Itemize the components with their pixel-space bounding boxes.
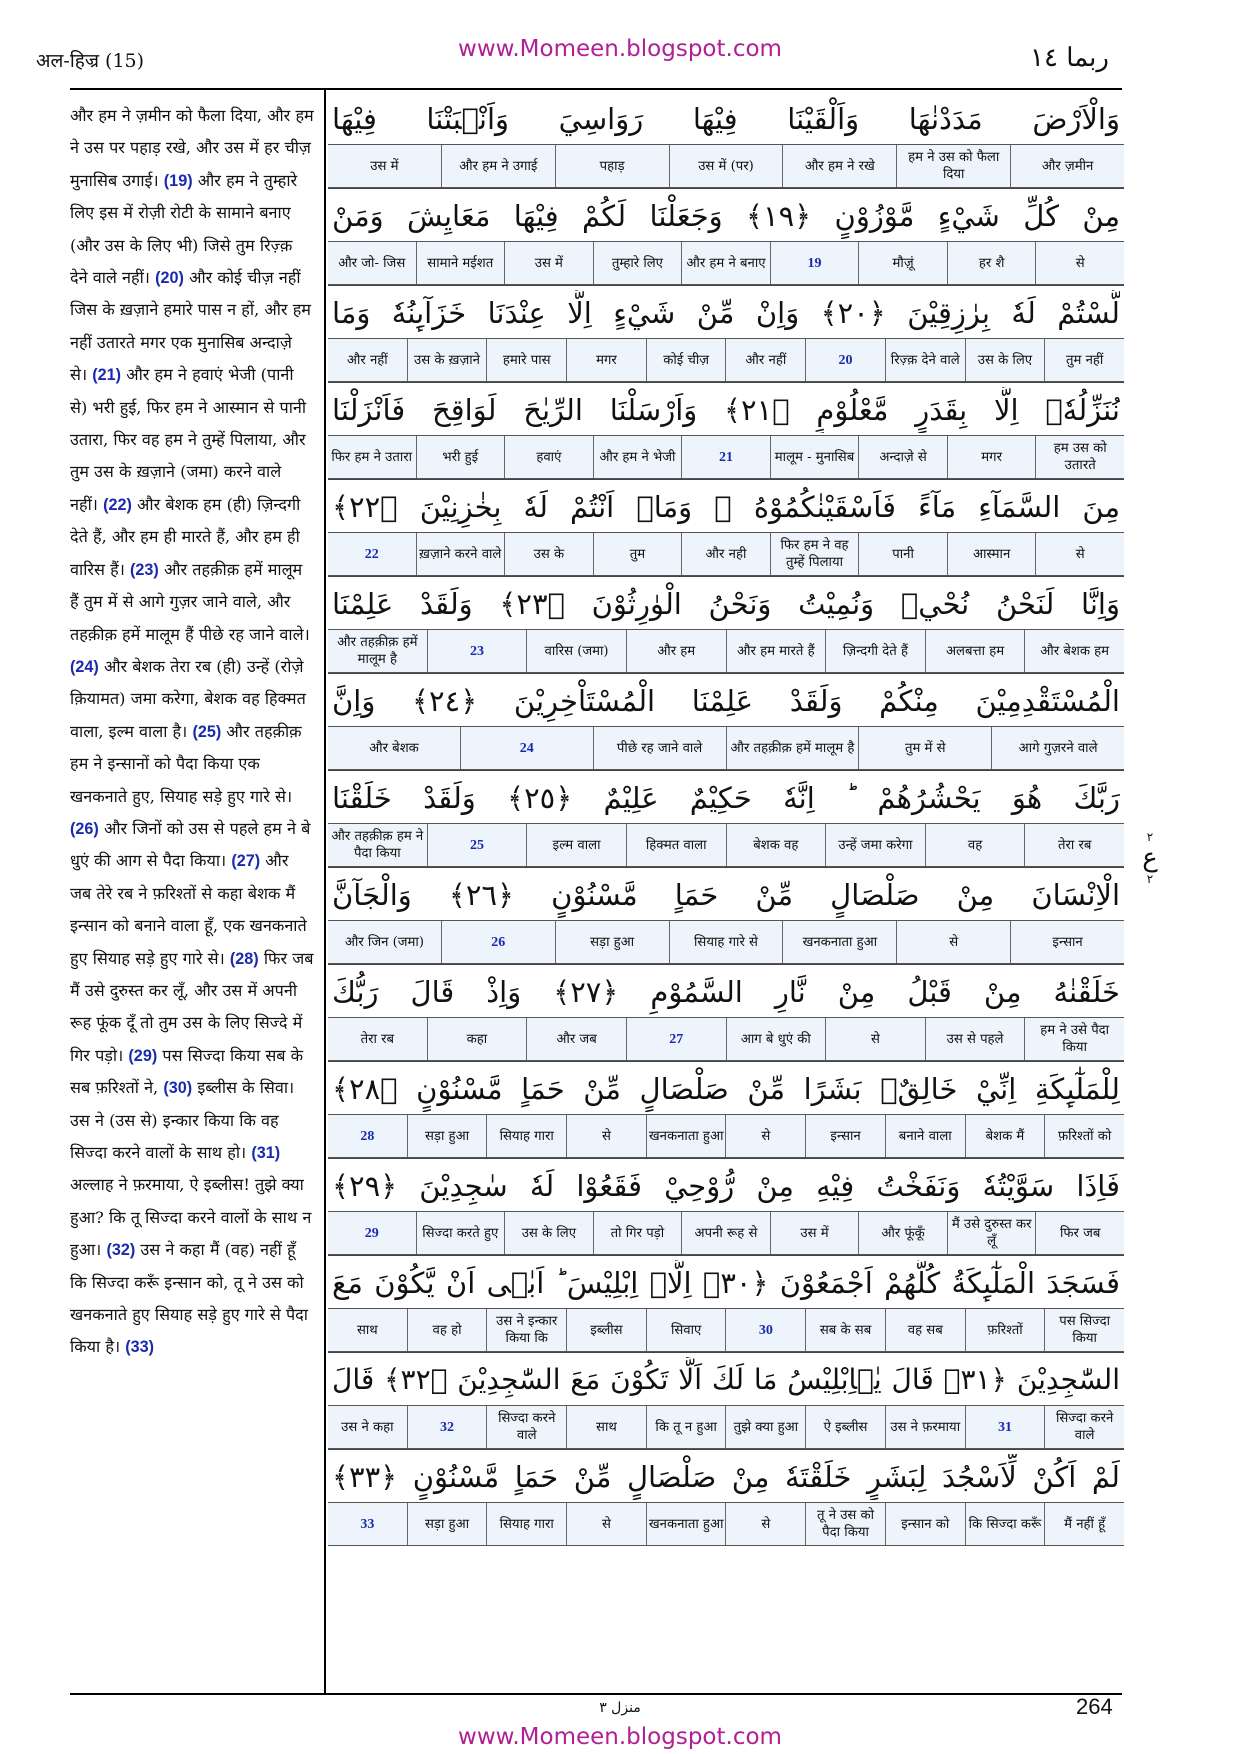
arabic-line: مِنْ كُلِّ شَيْءٍ مَّوْزُوْنٍ ﴿١٩﴾ وَجَعَلْنَا لَكُمْ فِيْهَا مَعَايِشَ وَمَنْ [332, 199, 1120, 233]
word-meaning-cell: सामाने मईशत [416, 242, 505, 284]
verse-number: (28) [229, 949, 259, 968]
word-meaning-cell: तेरा रब [360, 1031, 395, 1047]
verse-number-cell: 25 [427, 824, 527, 866]
word-meaning-cell: मौज़ूं [858, 242, 947, 284]
arabic-line: وَاِنَّا لَنَحْنُ نُحْيٖ وَنُمِيْتُ وَنَحْنُ الْوٰرِثُوْنَ ﴿٢٣﴾ وَلَقَدْ عَلِمْنَا [332, 587, 1120, 621]
verse-number: (32) [106, 1241, 136, 1260]
verse-number-cell: 28 [360, 1128, 375, 1144]
word-meaning-cell: ख़ज़ाने करने वाले [416, 533, 505, 575]
juz-title: ربما ١٤ [1030, 43, 1109, 73]
word-meaning-cell: सड़ा हुआ [407, 1115, 487, 1157]
translation-text: और जिनों को उस से पहले हम ने बे धुएं की आग से पैदा किया। [70, 818, 311, 871]
word-meaning-cell: खनकनाता हुआ [646, 1503, 726, 1545]
word-meaning-cell: और तहक़ीक़ हम ने पैदा किया [331, 829, 424, 861]
verse-number: (25) [192, 722, 222, 741]
word-meaning-row [328, 823, 1124, 867]
arabic-line: مِنَ السَّمَآءِ مَآءً فَاَسْقَيْنٰكُمُوْهُ ۚ وَمَاۤ اَنْتُمْ لَهٗ بِخٰزِنِيْنَ ﴿٢٢﴾ [332, 490, 1120, 524]
verse-number: (31) [251, 1144, 281, 1162]
verse-block [328, 771, 1124, 868]
word-meaning-cell: और जो- जिस [338, 255, 406, 271]
word-meaning-cell: अपनी रूह से [681, 1212, 770, 1254]
ruku-number-top: ٢ [1146, 830, 1154, 844]
word-meaning-cell: साथ [566, 1406, 646, 1448]
arabic-line: السّٰجِدِيْنَ ﴿٣١﴾ قَالَ يٰۤاِبْلِيْسُ مَا لَكَ اَلَّا تَكُوْنَ مَعَ السّٰجِدِيْنَ ﴿٣٢﴾ قَالَ [332, 1363, 1120, 1396]
word-meaning-cell: उन्हें जमा करेगा [825, 824, 925, 866]
page-number: 264 [1076, 1694, 1113, 1719]
word-meaning-cell: उस से पहले [925, 1018, 1025, 1060]
quran-word-grid [328, 92, 1124, 1546]
verse-number-cell: 31 [965, 1406, 1045, 1448]
word-meaning-cell: तुझे क्या हुआ [725, 1406, 805, 1448]
word-meaning-cell: मैं उसे दुरुस्त कर लूँ [947, 1212, 1036, 1254]
word-meaning-cell: उस के लिए [965, 339, 1045, 381]
word-meaning-cell: बेशक मैं [965, 1115, 1045, 1157]
arabic-line: لِلْمَلٰٓىِٕكَةِ اِنِّيْ خَالِقٌۢ بَشَرًا مِّنْ صَلْصَالٍ مِّنْ حَمَاٍ مَّسْنُوْنٍ ﴿٢٨﴾ [332, 1072, 1120, 1106]
word-meaning-cell: खनकनाता हुआ [782, 921, 896, 963]
word-meaning-cell: इन्सान को [885, 1503, 965, 1545]
translation-text: और हम ने ज़मीन को फैला दिया, और हम ने उस पर पहाड़ रखे, और उस में हर चीज़ मुनासिब उगाई। [70, 106, 314, 190]
translation-column [70, 100, 314, 1680]
word-meaning-cell: उस ने फ़रमाया [885, 1406, 965, 1448]
word-meaning-cell: इल्म वाला [526, 824, 626, 866]
word-meaning-cell: सियाह गारा [486, 1503, 566, 1545]
word-meaning-cell: खनकनाता हुआ [646, 1115, 726, 1157]
word-meaning-cell: और हम ने भेजी [593, 436, 682, 478]
word-meaning-cell: फ़रिश्तों को [1044, 1115, 1124, 1157]
verse-number: (29) [128, 1046, 158, 1065]
translation-text: और बेशक हम (ही) ज़िन्दगी देते हैं, और हम ही मारते हैं, और हम ही वारिस हैं। [70, 494, 301, 579]
word-meaning-cell: तुम [593, 533, 682, 575]
verse-number-cell: 29 [364, 1225, 379, 1241]
verse-block [328, 1450, 1124, 1546]
word-meaning-cell: और तहक़ीक़ हमें मालूम है [337, 635, 418, 667]
word-meaning-cell: उस में [370, 158, 399, 174]
word-meaning-cell: और हम [626, 630, 726, 672]
verse-block [328, 674, 1124, 771]
word-meaning-row [328, 1308, 1124, 1352]
word-meaning-row [328, 726, 1124, 770]
word-meaning-row [328, 241, 1124, 285]
translation-text: पस सिज्दा किया सब के सब फ़रिश्तों ने, [70, 1045, 304, 1098]
arabic-line: رَبَّكَ هُوَ يَحْشُرُهُمْ ؕ اِنَّهٗ حَكِيْمٌ عَلِيْمٌ ﴿٢٥﴾ وَلَقَدْ خَلَقْنَا [332, 781, 1120, 815]
verse-block [328, 965, 1124, 1062]
word-meaning-cell: हम ने उसे पैदा किया [1024, 1018, 1124, 1060]
word-meaning-cell: उस ने इन्कार किया कि [486, 1309, 566, 1351]
arabic-line: فَاِذَا سَوَّيْتُهٗ وَنَفَخْتُ فِيْهِ مِنْ رُّوْحِيْ فَقَعُوْا لَهٗ سٰجِدِيْنَ ﴿٢٩﴾ [332, 1169, 1120, 1203]
word-meaning-cell: ऐ इब्लीस [805, 1406, 885, 1448]
verse-block [328, 383, 1124, 480]
ruku-number-bottom: ٢ [1146, 872, 1154, 886]
verse-number-cell: 24 [460, 727, 593, 769]
verse-block [328, 1159, 1124, 1256]
word-meaning-row [328, 1114, 1124, 1158]
verse-number-cell: 26 [441, 921, 555, 963]
translation-text: और कोई चीज़ नहीं जिस के ख़ज़ाने हमारे पास न हों, और हम नहीं उतारते मगर एक मुनासिब अन्दाज़े से। [70, 268, 311, 385]
word-meaning-cell: इन्सान [1010, 921, 1124, 963]
word-meaning-cell: से [896, 921, 1010, 963]
word-meaning-row [328, 1017, 1124, 1061]
word-meaning-cell: तुम्हारे लिए [593, 242, 682, 284]
verse-block [328, 577, 1124, 674]
word-meaning-cell: पीछे रह जाने वाले [593, 727, 726, 769]
word-meaning-cell: वह हो [407, 1309, 487, 1351]
word-meaning-cell: से [1035, 533, 1124, 575]
translation-text: और हम ने हवाएं भेजी (पानी से) भरी हुई, फिर हम ने आस्मान से पानी उतारा, फिर वह हम ने तुम्हें पिलाया, और तुम उस के ख़ज़ाने (जमा) करने वाले नहीं। [70, 365, 307, 514]
arabic-line: الْمُسْتَقْدِمِيْنَ مِنْكُمْ وَلَقَدْ عَلِمْنَا الْمُسْتَاْخِرِيْنَ ﴿٢٤﴾ وَاِنَّ [332, 684, 1120, 718]
word-meaning-cell: सियाह गारा [486, 1115, 566, 1157]
verse-block [328, 480, 1124, 577]
word-meaning-row [328, 144, 1124, 188]
word-meaning-cell: तुम नहीं [1044, 339, 1124, 381]
verse-number-cell: 30 [725, 1309, 805, 1351]
verse-number: (27) [231, 852, 261, 871]
arabic-line: خَلَقْنٰهُ مِنْ قَبْلُ مِنْ نَّارِ السَّمُوْمِ ﴿٢٧﴾ وَاِذْ قَالَ رَبُّكَ [332, 975, 1120, 1009]
translation-text: फिर जब मैं उसे दुरुस्त कर लूँ, और उस में अपनी रूह फूंक दूँ तो तुम उस के लिए सिज्दे में गिर पड़ो। [70, 948, 314, 1065]
word-meaning-row [328, 435, 1124, 479]
word-meaning-cell: बनाने वाला [885, 1115, 965, 1157]
verse-number: (24) [70, 657, 99, 676]
word-meaning-cell: से [725, 1115, 805, 1157]
word-meaning-cell: फिर हम ने उतारा [331, 449, 413, 465]
word-meaning-cell: उस के ख़ज़ाने [407, 339, 487, 381]
word-meaning-cell: पानी [858, 533, 947, 575]
word-meaning-cell: बेशक वह [726, 824, 826, 866]
word-meaning-cell: कि तू न हुआ [646, 1406, 726, 1448]
translation-verse [70, 365, 306, 514]
word-meaning-row [328, 338, 1124, 382]
ruku-glyph: ع [1142, 843, 1158, 873]
verse-block [328, 189, 1124, 286]
word-meaning-cell: और बेशक हम [1024, 630, 1124, 672]
word-meaning-cell: सड़ा हुआ [407, 1503, 487, 1545]
word-meaning-cell: तेरा रब [1024, 824, 1124, 866]
word-meaning-cell: और बेशक [369, 740, 419, 756]
verse-number: (20) [155, 269, 184, 288]
word-meaning-cell: वारिस (जमा) [526, 630, 626, 672]
verse-number: (23) [129, 560, 159, 579]
word-meaning-cell: उस ने कहा [341, 1419, 394, 1435]
arabic-line: وَالْاَرْضَ مَدَدْنٰهَا وَاَلْقَيْنَا فِيْهَا رَوَاسِيَ وَاَنْۢبَتْنَا فِيْهَا [332, 102, 1120, 136]
word-meaning-cell: और तहक़ीक़ हमें मालूम है [726, 727, 859, 769]
translation-text: और तहक़ीक़ हमें मालूम हैं तुम में से आगे गुज़र जाने वाले, और तहक़ीक़ हमें मालूम हैं पीछे रह जाने वाले। [70, 559, 310, 644]
word-meaning-cell: कोई चीज़ [646, 339, 726, 381]
verse-block [328, 868, 1124, 965]
word-meaning-cell: उस में (पर) [669, 145, 783, 187]
word-meaning-cell: तुम में से [858, 727, 991, 769]
word-meaning-cell: आगे गुज़रने वाले [991, 727, 1124, 769]
website-header[interactable]: www.Momeen.blogspot.com [458, 36, 782, 62]
word-meaning-cell: फिर जब [1035, 1212, 1124, 1254]
word-meaning-cell: हर शै [947, 242, 1036, 284]
verse-number: (19) [163, 171, 193, 190]
word-meaning-cell: से [566, 1503, 646, 1545]
word-meaning-row [328, 1211, 1124, 1255]
verse-number: (21) [92, 366, 122, 385]
word-meaning-cell: अन्दाज़े से [858, 436, 947, 478]
verse-number-cell: 19 [770, 242, 859, 284]
word-meaning-cell: और ज़मीन [1010, 145, 1124, 187]
verse-number-cell: 23 [427, 630, 527, 672]
word-meaning-cell: इब्लीस [566, 1309, 646, 1351]
word-meaning-cell: अलबत्ता हम [925, 630, 1025, 672]
word-meaning-cell: सिज्दा करते हुए [416, 1212, 505, 1254]
word-meaning-cell: हिक्मत वाला [626, 824, 726, 866]
word-meaning-cell: साथ [356, 1322, 378, 1338]
word-meaning-cell: और नहीं [346, 352, 388, 368]
verse-number-cell: 27 [626, 1018, 726, 1060]
word-meaning-cell: उस में [504, 242, 593, 284]
word-meaning-cell: मगर [947, 436, 1036, 478]
word-meaning-cell: मालूम - मुनासिब [770, 436, 859, 478]
verse-number: (33) [125, 1338, 155, 1357]
word-meaning-cell: से [1035, 242, 1124, 284]
word-meaning-row [328, 1502, 1124, 1546]
word-meaning-cell: और जब [526, 1018, 626, 1060]
verse-number: (26) [70, 819, 99, 838]
verse-number: (30) [163, 1079, 193, 1098]
manzil-label: منزل ٣ [599, 1700, 641, 1716]
word-meaning-cell: पहाड़ [555, 145, 669, 187]
word-meaning-cell: हम ने उस को फैला दिया [896, 145, 1010, 187]
word-meaning-cell: तो गिर पड़ो [593, 1212, 682, 1254]
verse-number-cell: 21 [681, 436, 770, 478]
website-footer[interactable]: www.Momeen.blogspot.com [458, 1724, 782, 1750]
word-meaning-cell: और हम ने बनाए [681, 242, 770, 284]
word-meaning-cell: सब के सब [805, 1309, 885, 1351]
ruku-marker [1135, 830, 1165, 886]
translation-text: और जब तेरे रब ने फ़रिश्तों से कहा बेशक मैं इन्सान को बनाने वाला हूँ, एक खनकनाते हुए सियाह सड़े हुए गारे से। [70, 851, 307, 968]
translation-text: और तहक़ीक़ हम ने इन्सानों को पैदा किया एक खनकनाते हुए, सियाह सड़े हुए गारे से। [70, 721, 302, 806]
word-meaning-cell: और जिन (जमा) [344, 934, 424, 950]
word-meaning-cell: से [566, 1115, 646, 1157]
verse-block [328, 92, 1124, 189]
word-meaning-cell: मैं नहीं हूँ [1044, 1503, 1124, 1545]
word-meaning-cell: और हम मारते हैं [726, 630, 826, 672]
word-meaning-cell: हम उस को उतारते [1035, 436, 1124, 478]
word-meaning-cell: मगर [566, 339, 646, 381]
word-meaning-cell: फिर हम ने वह तुम्हें पिलाया [770, 533, 859, 575]
surah-title: अल-हिज्र (15) [36, 50, 145, 72]
word-meaning-cell: भरी हुई [416, 436, 505, 478]
arabic-line: فَسَجَدَ الْمَلٰٓىِٕكَةُ كُلُّهُمْ اَجْمَعُوْنَ ﴿٣٠﴾ اِلَّاۤ اِبْلِيْسَ ؕ اَبٰۤى اَنْ يَّكُوْنَ مَعَ [332, 1266, 1120, 1300]
word-meaning-cell: आस्मान [947, 533, 1036, 575]
word-meaning-row [328, 1405, 1124, 1449]
word-meaning-cell: से [725, 1503, 805, 1545]
word-meaning-cell: हमारे पास [486, 339, 566, 381]
verse-number-cell: 22 [364, 546, 379, 562]
verse-number-cell: 33 [360, 1516, 375, 1532]
bottom-divider [70, 1693, 1122, 1695]
word-meaning-cell: ज़िन्दगी देते हैं [825, 630, 925, 672]
word-meaning-cell: वह सब [885, 1309, 965, 1351]
word-meaning-cell: इन्सान [805, 1115, 885, 1157]
arabic-line: لَمْ اَكُنْ لِّاَسْجُدَ لِبَشَرٍ خَلَقْتَهٗ مِنْ صَلْصَالٍ مِّنْ حَمَاٍ مَّسْنُوْنٍ ﴿٣٣﴾ [332, 1460, 1120, 1494]
verse-block [328, 1256, 1124, 1353]
word-meaning-cell: कि सिज्दा करूँ [965, 1503, 1045, 1545]
translation-text: उस ने कहा मैं (वह) नहीं हूँ कि सिज्दा करूँ इन्सान को, तू ने उस को खनकनाते हुए सियाह सड़े हुए गारे से पैदा किया है। [70, 1240, 308, 1357]
word-meaning-cell: सिज्दा करने वाले [1044, 1406, 1124, 1448]
word-meaning-cell: फ़रिश्तों [965, 1309, 1045, 1351]
translation-text: इब्लीस के सिवा। उस ने (उस से) इन्कार किया कि वह सिज्दा करने वालों के साथ हो। [70, 1078, 295, 1162]
translation-text: और हम ने तुम्हारे लिए इस में रोज़ी रोटी के सामाने बनाए (और उस के लिए भी) जिसे तुम रिज़्क़ देने वाले नहीं। [70, 170, 298, 288]
word-meaning-cell: और नही [681, 533, 770, 575]
verse-block [328, 286, 1124, 383]
arabic-line: الْاِنْسَانَ مِنْ صَلْصَالٍ مِّنْ حَمَاٍ مَّسْنُوْنٍ ﴿٢٦﴾ وَالْجَآنَّ [332, 878, 1120, 912]
word-meaning-cell: वह [925, 824, 1025, 866]
verse-number-cell: 20 [805, 339, 885, 381]
word-meaning-cell: और फूंकूँ [858, 1212, 947, 1254]
translation-text: अल्लाह ने फ़रमाया, ऐ इब्लीस! तुझे क्या हुआ? कि तू सिज्दा करने वालों के साथ न हुआ। [70, 1175, 312, 1260]
word-meaning-cell: उस में [770, 1212, 859, 1254]
verse-number-cell: 32 [407, 1406, 487, 1448]
word-meaning-cell: और हम ने रखे [782, 145, 896, 187]
word-meaning-cell: और नहीं [725, 339, 805, 381]
word-meaning-cell: सड़ा हुआ [555, 921, 669, 963]
word-meaning-row [328, 920, 1124, 964]
word-meaning-row [328, 532, 1124, 576]
word-meaning-cell: आग बे धुएं की [726, 1018, 826, 1060]
column-divider [324, 88, 326, 1695]
word-meaning-cell: तू ने उस को पैदा किया [805, 1503, 885, 1545]
verse-block [328, 1353, 1124, 1450]
top-divider [70, 88, 1122, 90]
word-meaning-cell: पस सिज्दा किया [1044, 1309, 1124, 1351]
word-meaning-row [328, 629, 1124, 673]
verse-block [328, 1062, 1124, 1159]
verse-number: (22) [103, 495, 132, 514]
arabic-line: نُنَزِّلُهٗۤ اِلَّا بِقَدَرٍ مَّعْلُوْمٍ ﴿٢١﴾ وَاَرْسَلْنَا الرِّيٰحَ لَوَاقِحَ فَاَنْزَلْنَا [332, 393, 1120, 427]
word-meaning-cell: से [825, 1018, 925, 1060]
word-meaning-cell: सिज्दा करने वाले [486, 1406, 566, 1448]
word-meaning-cell: और हम ने उगाई [441, 145, 555, 187]
word-meaning-cell: सियाह गारे से [669, 921, 783, 963]
word-meaning-cell: कहा [427, 1018, 527, 1060]
word-meaning-cell: रिज़्क़ देने वाले [885, 339, 965, 381]
word-meaning-cell: उस के [504, 533, 593, 575]
word-meaning-cell: सिवाए [646, 1309, 726, 1351]
arabic-line: لَّسْتُمْ لَهٗ بِرٰزِقِيْنَ ﴿٢٠﴾ وَاِنْ مِّنْ شَيْءٍ اِلَّا عِنْدَنَا خَزَآىِٕنُهٗ وَمَا [332, 296, 1120, 330]
translation-text: और बेशक तेरा रब (ही) उन्हें (रोज़े क़ियामत) जमा करेगा, बेशक वह हिक्मत वाला, इल्म वाला है। [70, 656, 306, 741]
word-meaning-cell: हवाएं [504, 436, 593, 478]
word-meaning-cell: उस के लिए [504, 1212, 593, 1254]
